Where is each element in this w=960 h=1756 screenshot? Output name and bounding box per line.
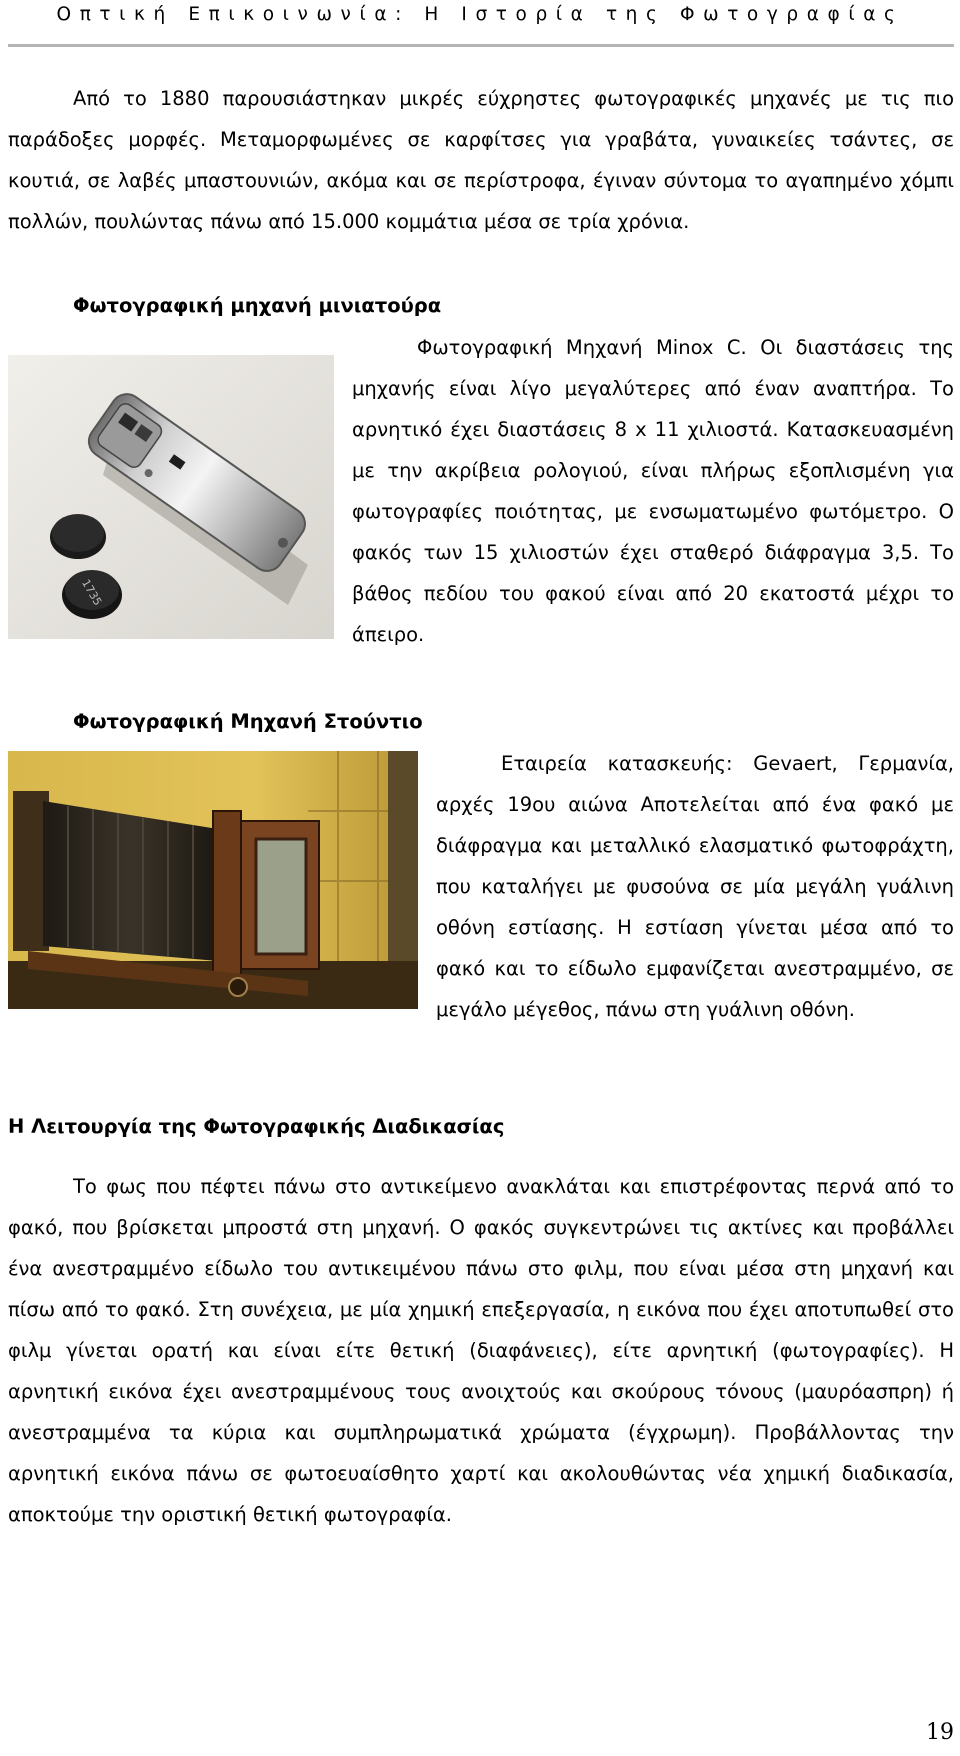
minox-line: φακός των 15 χιλιοστών έχει σταθερό διάφραγμα 3,5. Το bbox=[352, 541, 954, 564]
studio-line: αρχές 19ου αιώνα Αποτελείται από ένα φακό με bbox=[436, 793, 954, 816]
page-number: 19 bbox=[926, 1720, 954, 1745]
minox-line: μηχανής είναι λίγο μεγαλύτερες από έναν αναπτήρα. Το bbox=[352, 377, 954, 400]
studio-description bbox=[436, 743, 954, 1030]
studio-line: Εταιρεία κατασκευής: Gevaert, Γερμανία, bbox=[501, 752, 954, 775]
process-paragraph: Το φως που πέφτει πάνω στο αντικείμενο ανακλάται και επιστρέφοντας περνά από το φακό, που βρίσκεται μπροστά στη μηχανή. Ο φακός συγκεντρώνει τις ακτίνες και προβάλλει ένα ανεστραμμένο είδωλο του αντικειμένου πάνω στο φιλμ, που είναι μέσα στη μηχανή και πίσω από το φακό. Στη συνέχεια, με μία χημική επεξεργασία, η εικόνα που έχει αποτυπωθεί στο φιλμ γίνεται ορατή και είναι είτε θετική (διαφάνειες), είτε αρνητική (φωτογραφίες). Η αρνητική εικόνα έχει ανεστραμμένους τους ανοιχτούς και σκούρους τόνους (μαυρόασπρη) ή ανεστραμμένα τα κύρια και συμπληρωματικά χρώματα (έγχρωμη). Προβάλλοντας την αρνητική εικόνα πάνω σε φωτοευαίσθητο χαρτί και ακολουθώντας νέα χημική διαδικασία, αποκτούμε την οριστική θετική φωτογραφία. bbox=[8, 1175, 954, 1526]
minox-camera-photo bbox=[8, 355, 334, 639]
intro-paragraph: Από το 1880 παρουσιάστηκαν μικρές εύχρηστες φωτογραφικές μηχανές με τις πιο παράδοξες μορφές. Μεταμορφωμένες σε καρφίτσες για γραβάτα, γυναικείες τσάντες, σε κουτιά, σε λαβές μπαστουνιών, ακόμα και σε περίστροφα, έγιναν σύντομα το αγαπημένο χόμπι πολλών, πουλώντας πάνω από 15.000 κομμάτια μέσα σε τρία χρόνια. bbox=[8, 87, 954, 233]
minox-line: βάθος πεδίου του φακού είναι από 20 εκατοστά μέχρι το bbox=[352, 582, 954, 605]
studio-line: φακό και το είδωλο εμφανίζεται ανεστραμμένο, σε bbox=[436, 957, 954, 980]
minox-line: αρνητικό έχει διαστάσεις 8 x 11 χιλιοστά. Κατασκευασμένη bbox=[352, 418, 954, 441]
miniature-camera-heading: Φωτογραφική μηχανή μινιατούρα bbox=[73, 294, 442, 317]
studio-camera-photo bbox=[8, 751, 418, 1009]
process-heading: Η Λειτουργία της Φωτογραφικής Διαδικασίας bbox=[8, 1115, 505, 1138]
studio-line: διάφραγμα και μεταλλικό ελασματικό φωτοφράχτη, bbox=[436, 834, 954, 857]
minox-description bbox=[352, 327, 954, 655]
minox-line: φωτογραφίες ποιότητας, με ενσωματωμένο φωτόμετρο. Ο bbox=[352, 500, 954, 523]
studio-line: οθόνη εστίασης. Η εστίαση γίνεται μέσα από το bbox=[436, 916, 954, 939]
studio-line: που καταλήγει με φυσούνα σε μία μεγάλη γυάλινη bbox=[436, 875, 954, 898]
studio-camera-heading: Φωτογραφική Μηχανή Στούντιο bbox=[73, 710, 423, 733]
header-rule bbox=[8, 44, 954, 47]
minox-camera-illustration bbox=[8, 355, 334, 639]
studio-camera-illustration bbox=[8, 751, 418, 1009]
minox-line: Φωτογραφική Μηχανή Minox C. Οι διαστάσεις της bbox=[417, 336, 954, 359]
running-header: Οπτική Επικοινωνία: Η Ιστορία της Φωτογραφίας bbox=[56, 4, 904, 25]
canister-label: 1735 bbox=[79, 577, 105, 608]
studio-line: μεγάλο μέγεθος, πάνω στη γυάλινη οθόνη. bbox=[436, 998, 855, 1021]
minox-line: με την ακρίβεια ρολογιού, είναι πλήρως εξοπλισμένη για bbox=[352, 459, 954, 482]
minox-line: άπειρο. bbox=[352, 623, 425, 646]
